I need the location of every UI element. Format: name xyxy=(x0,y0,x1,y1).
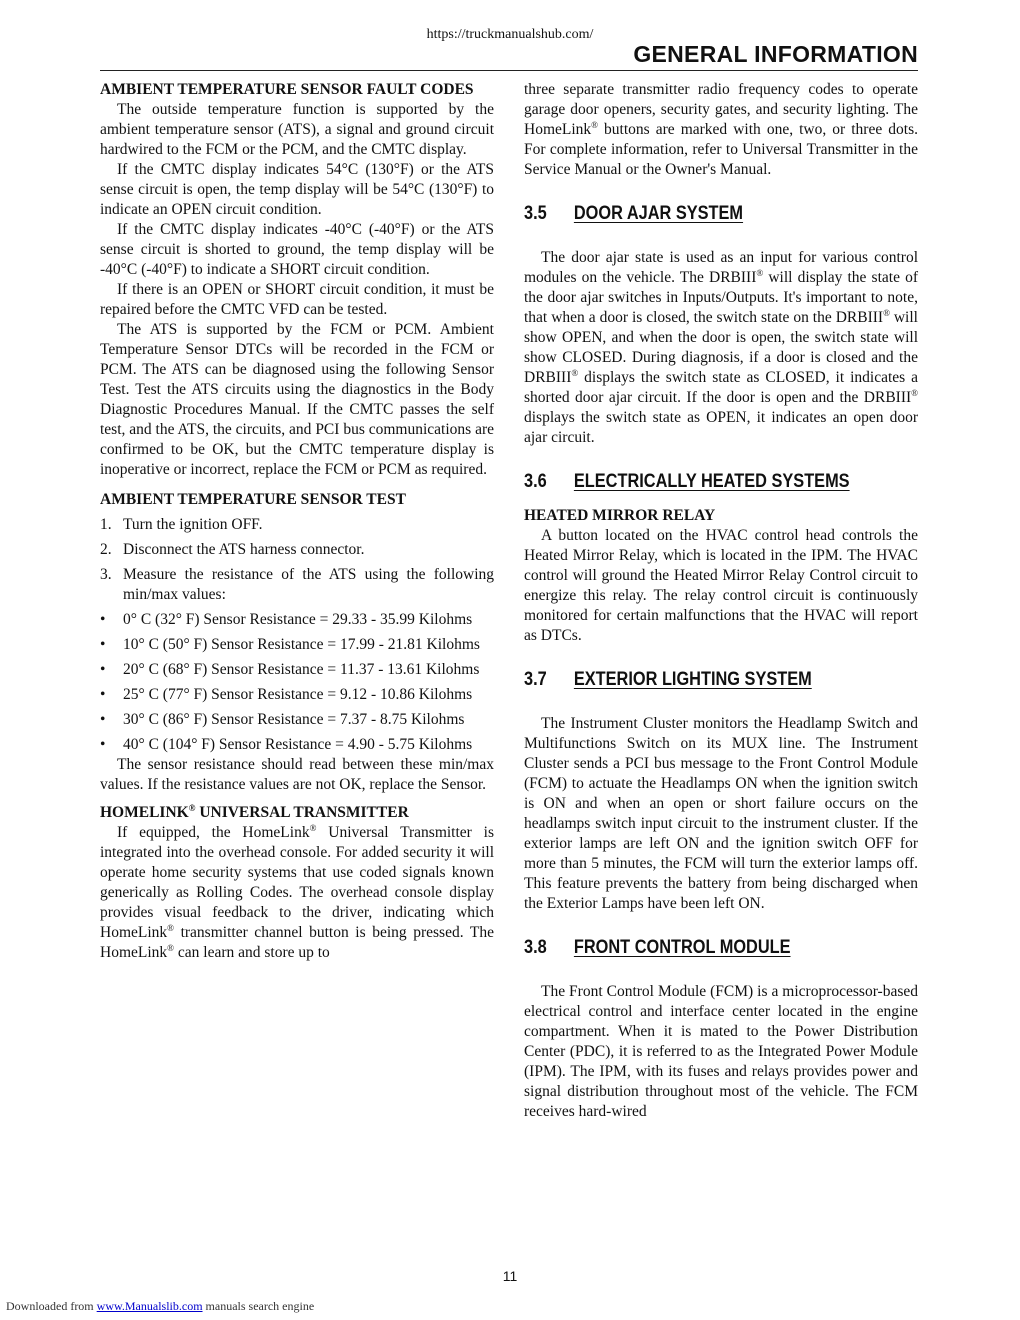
bullet: • xyxy=(100,711,106,728)
right-column xyxy=(524,80,918,1122)
list-item xyxy=(100,685,494,705)
step-number: 3. xyxy=(100,566,112,583)
bullet: • xyxy=(100,636,106,653)
paragraph: If the CMTC display indicates 54°C (130°F) or the ATS sense circuit is open, the temp display will be 54°C (130°F) to indicate an OPEN circuit condition. xyxy=(100,161,494,218)
resistance-values-list xyxy=(100,610,494,755)
resistance-value: 0° C (32° F) Sensor Resistance = 29.33 - 35.99 Kilohms xyxy=(123,611,473,628)
section-3-8-heading: 3.8 FRONT CONTROL MODULE xyxy=(524,937,791,958)
step-text: Disconnect the ATS harness connector. xyxy=(123,541,365,558)
bullet: • xyxy=(100,736,106,753)
left-column xyxy=(100,80,494,963)
paragraph: If there is an OPEN or SHORT circuit condition, it must be repaired before the CMTC VFD can be tested. xyxy=(100,281,494,318)
step-text: Turn the ignition OFF. xyxy=(123,516,263,533)
paragraph: The outside temperature function is supported by the ambient temperature sensor (ATS), a signal and ground circuit hardwired to the FCM or the PCM, and the CMTC display. xyxy=(100,101,494,158)
list-item xyxy=(100,660,494,680)
step-number: 1. xyxy=(100,516,112,533)
list-item xyxy=(100,735,494,755)
homelink-paragraph: If equipped, the HomeLink® Universal Transmitter is integrated into the overhead console. For added security it will operate home security systems that use coded signals known generically as Rolling Codes. The overhead console display provides visual feedback to the driver, indicating which HomeLink® transmitter channel button is being pressed. The HomeLink® can learn and store up to xyxy=(100,822,494,961)
homelink-continued: three separate transmitter radio frequency codes to operate garage door openers, security gates, and security lighting. The HomeLink® buttons are marked with one, two, or three dots. For complete information, refer to Universal Transmitter in the Service Manual or the Owner's Manual. xyxy=(524,81,918,178)
door-ajar-paragraph: The door ajar state is used as an input for various control modules on the vehicle. The DRBIII® will display the state of the door ajar switches in Inputs/Outputs. It's important to note, that when a door is closed, the switch state on the DRBIII® will show OPEN, and when the door is open, the switch state will show CLOSED. During diagnosis, if a door is closed and the DRBIII® displays the switch state as CLOSED, it indicates a shorted door ajar circuit. If the door is open and the DRBIII® displays the switch state as OPEN, it indicates an open door ajar circuit. xyxy=(524,249,918,446)
resistance-value: 20° C (68° F) Sensor Resistance = 11.37 - 13.61 Kilohms xyxy=(123,661,480,678)
resistance-value: 30° C (86° F) Sensor Resistance = 7.37 - 8.75 Kilohms xyxy=(123,711,465,728)
test-steps-list xyxy=(100,515,494,605)
heated-mirror-paragraph: A button located on the HVAC control head controls the Heated Mirror Relay, which is located in the IPM. The HVAC control will ground the Heated Mirror Relay Control circuit to energize this relay. The relay control circuit is continuously monitored for certain malfunctions that the HVAC will report as DTCs. xyxy=(524,527,918,644)
source-url: https://truckmanualshub.com/ xyxy=(426,27,594,42)
section-3-6-heading: 3.6 ELECTRICALLY HEATED SYSTEMS xyxy=(524,471,850,492)
page-header-title: GENERAL INFORMATION xyxy=(633,41,918,67)
resistance-value: 10° C (50° F) Sensor Resistance = 17.99 - 21.81 Kilohms xyxy=(123,636,480,653)
bullet: • xyxy=(100,661,106,678)
step-number: 2. xyxy=(100,541,112,558)
paragraph: If the CMTC display indicates -40°C (-40°F) or the ATS sense circuit is shorted to ground, the temp display will be -40°C (-40°F) to indicate a SHORT circuit condition. xyxy=(100,221,494,278)
paragraph: The sensor resistance should read between these min/max values. If the resistance values are not OK, replace the Sensor. xyxy=(100,756,494,793)
section-3-5-heading: 3.5 DOOR AJAR SYSTEM xyxy=(524,203,744,224)
download-footer: Downloaded from www.Manualslib.com manuals search engine xyxy=(6,1299,315,1313)
ats-test-heading: AMBIENT TEMPERATURE SENSOR TEST xyxy=(100,491,406,508)
list-item xyxy=(100,710,494,730)
list-item xyxy=(100,635,494,655)
list-item xyxy=(100,515,494,535)
bullet: • xyxy=(100,611,106,628)
bullet: • xyxy=(100,686,106,703)
header-rule xyxy=(100,70,918,71)
list-item xyxy=(100,610,494,630)
section-3-7-heading: 3.7 EXTERIOR LIGHTING SYSTEM xyxy=(524,669,812,690)
list-item xyxy=(100,565,494,605)
heated-mirror-relay-heading: HEATED MIRROR RELAY xyxy=(524,507,716,524)
manualslib-link[interactable]: www.Manualslib.com xyxy=(96,1299,203,1313)
fcm-paragraph: The Front Control Module (FCM) is a microprocessor-based electrical control and interface center located in the engine compartment. When it is mated to the Power Distribution Center (PDC), it is referred to as the Integrated Power Module (IPM). The IPM, with its fuses and relays provides power and signal distribution throughout most of the vehicle. The FCM receives hard-wired xyxy=(524,983,918,1120)
ats-fault-codes-heading: AMBIENT TEMPERATURE SENSOR FAULT CODES xyxy=(100,81,474,98)
paragraph: The ATS is supported by the FCM or PCM. Ambient Temperature Sensor DTCs will be recorded in the FCM or PCM. The ATS can be diagnosed using the following Sensor Test. Test the ATS circuits using the diagnostics in the Body Diagnostic Procedures Manual. If the CMTC passes the self test, and the ATS, the circuits, and PCI bus communications are confirmed to be OK, but the CMTC temperature display is inoperative or incorrect, replace the FCM or PCM as required. xyxy=(100,321,494,478)
page-number: 11 xyxy=(502,1268,518,1284)
resistance-value: 40° C (104° F) Sensor Resistance = 4.90 - 5.75 Kilohms xyxy=(123,736,473,753)
step-text: Measure the resistance of the ATS using the following min/max values: xyxy=(123,566,494,603)
homelink-heading: HOMELINK® UNIVERSAL TRANSMITTER xyxy=(100,802,409,821)
resistance-value: 25° C (77° F) Sensor Resistance = 9.12 - 10.86 Kilohms xyxy=(123,686,473,703)
exterior-lighting-paragraph: The Instrument Cluster monitors the Headlamp Switch and Multifunctions Switch on its MUX line. The Instrument Cluster sends a PCI bus message to the Front Control Module (FCM) to actuate the Headlamps ON when the ignition switch is ON and when an open or short failure occurs on the headlamps switch input circuit to the instrument cluster. If the exterior lamps are left ON and the ignition switch OFF for more than 5 minutes, the FCM will turn the exterior lamps off. This feature prevents the battery from being discharged when the Exterior Lamps have been left ON. xyxy=(524,715,918,912)
list-item xyxy=(100,540,494,560)
